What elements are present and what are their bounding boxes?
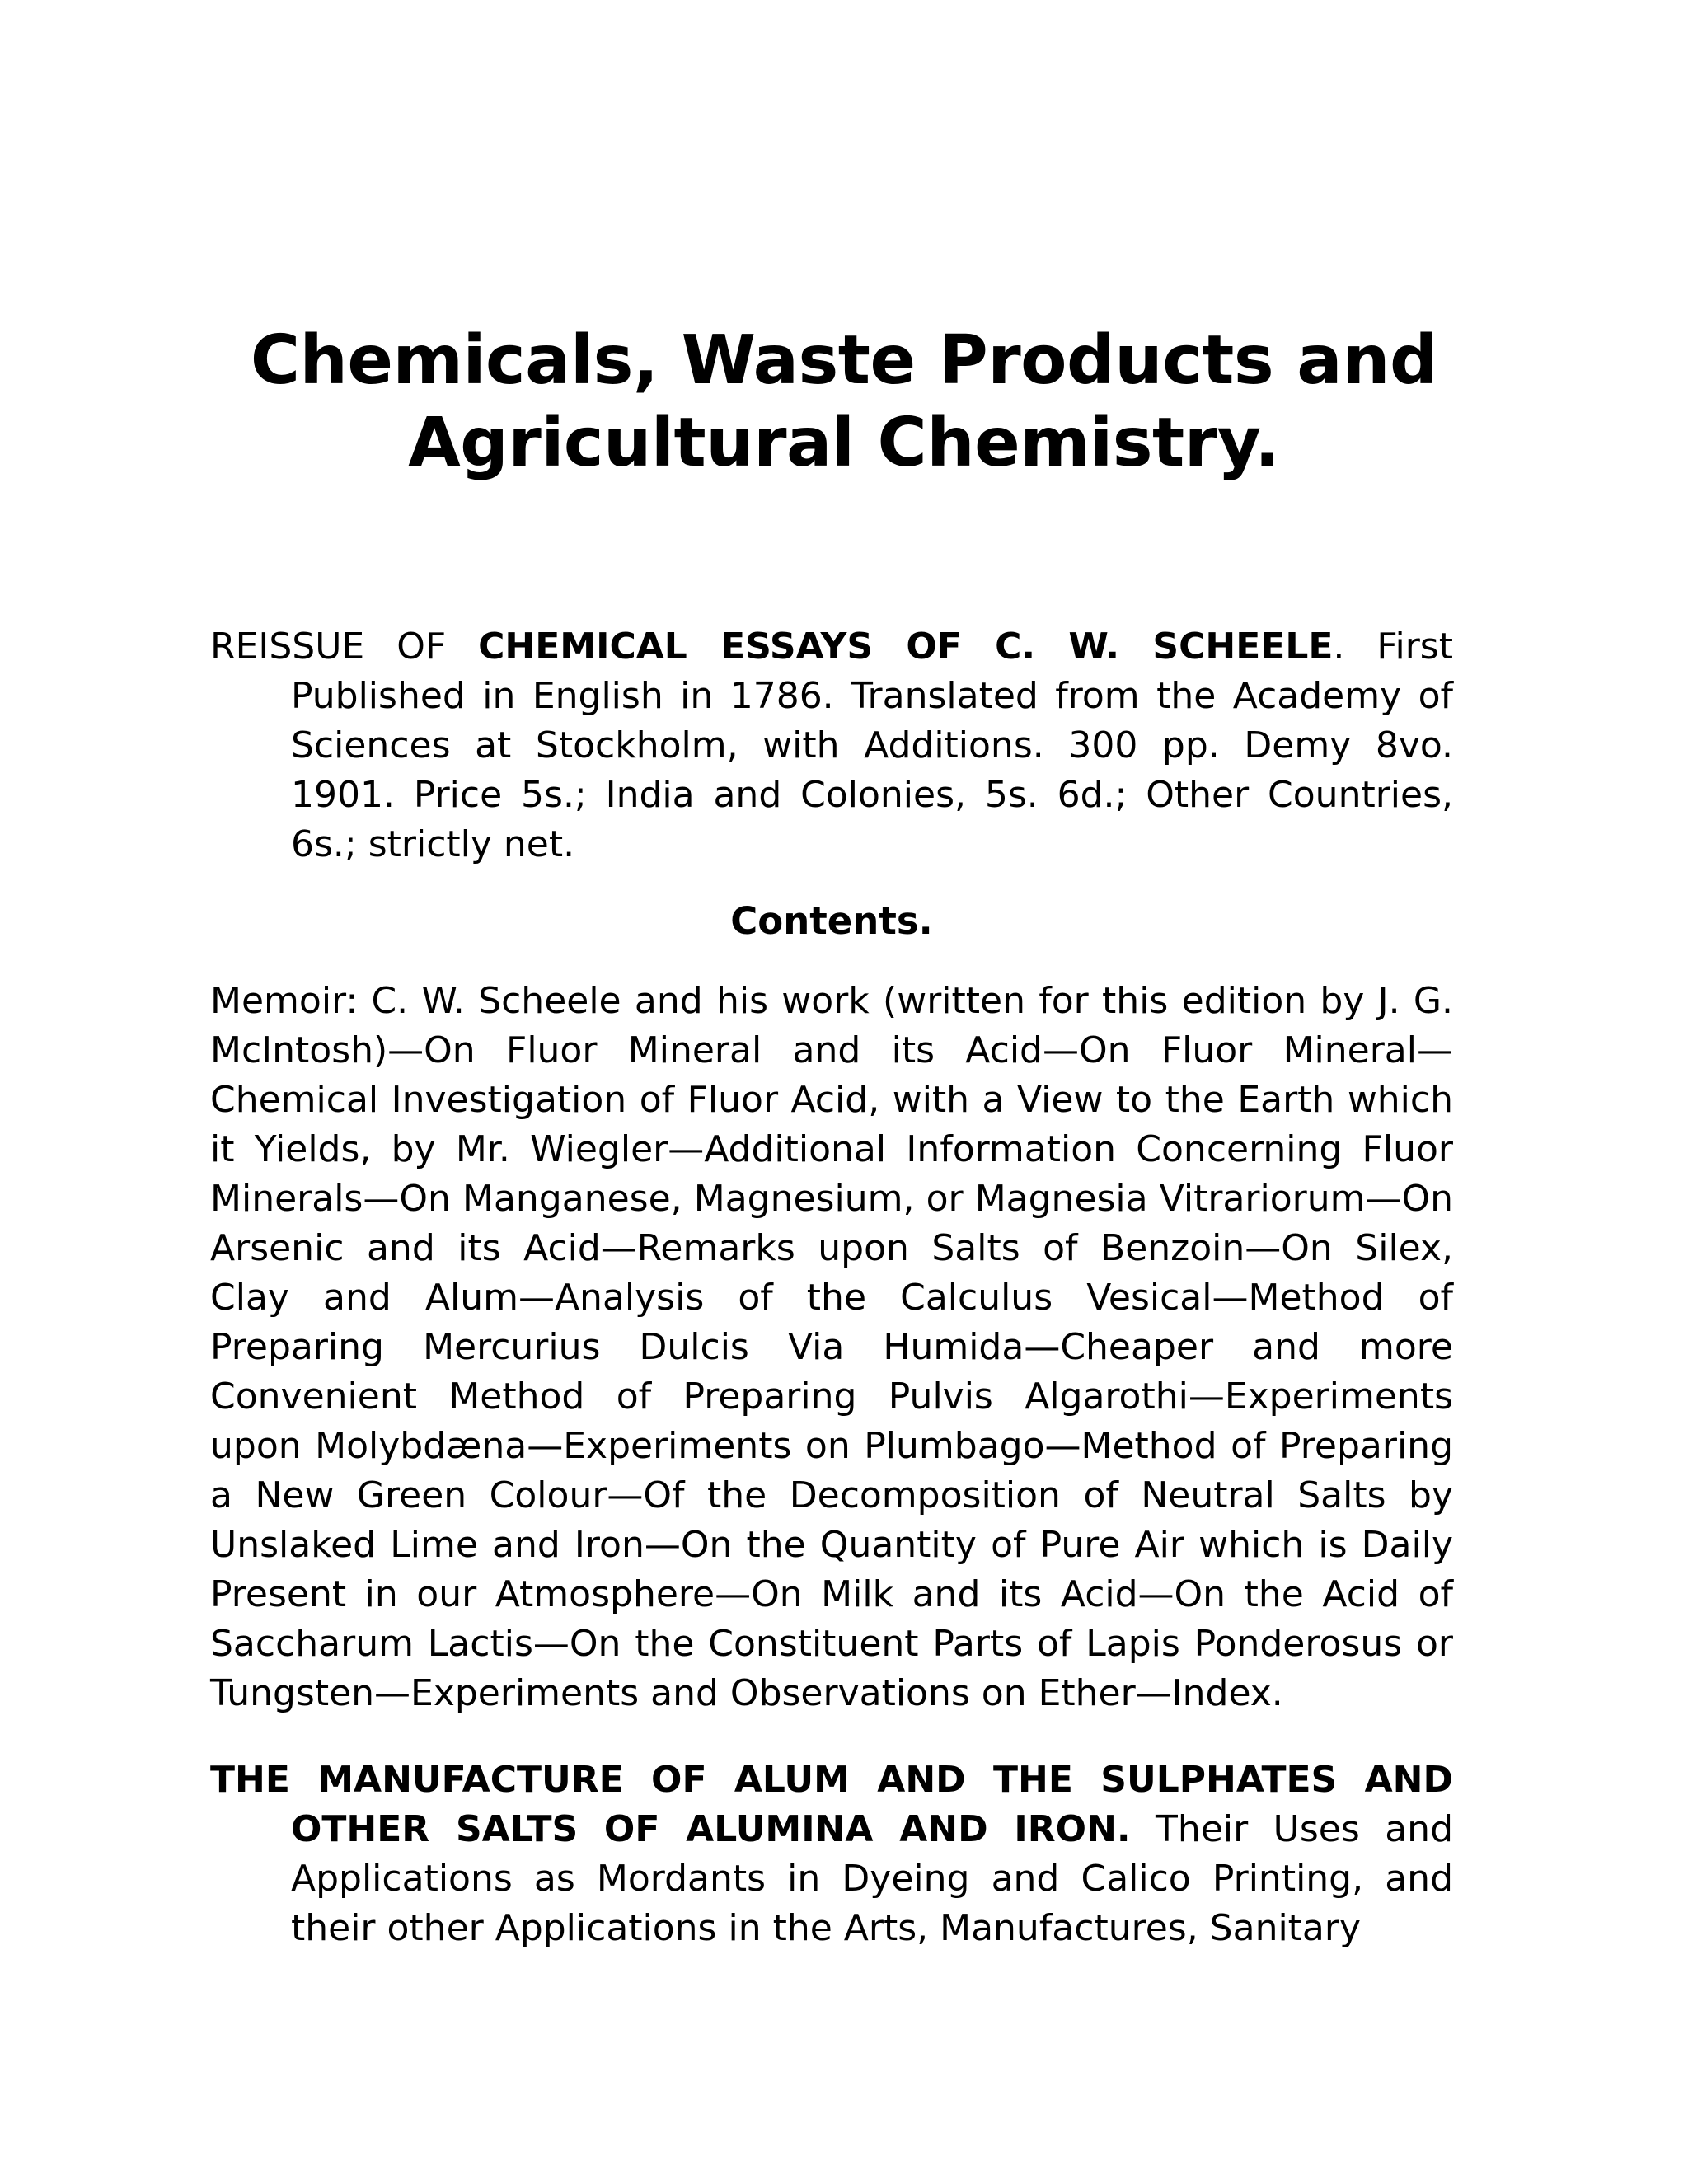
page-title bbox=[210, 320, 1478, 485]
book-entry-description: . First Published in English in 1786. Translated from the Academy of Sciences at Stockholm, with Additions. 300 pp. Demy 8vo. 1901. Price 5s.; India and Colonies, 5s. 6d.; Other Countries, 6s.; strictly net. bbox=[291, 626, 1453, 865]
page-title-line-2: Agricultural Chemistry. bbox=[408, 404, 1280, 482]
page-title-line-1: Chemicals, Waste Products and bbox=[250, 321, 1438, 400]
book-entry-title: THE MANUFACTURE OF ALUM AND THE SULPHATES AND OTHER SALTS OF ALUMINA AND IRON. bbox=[210, 1759, 1453, 1850]
book-entry-description: Their Uses and Applications as Mordants in Dyeing and Calico Printing, and their other Applications in the Arts, Manufactures, Sanitary bbox=[291, 1808, 1453, 1949]
contents-heading: Contents. bbox=[730, 899, 933, 943]
book-entry-alum bbox=[210, 1755, 1453, 1953]
contents-paragraph: Memoir: C. W. Scheele and his work (written for this edition by J. G. McIntosh)—On Fluor Mineral and its Acid—On Fluor Mineral—Chemical Investigation of Fluor Acid, with a View to the Earth which it Yields, by Mr. Wiegler—Additional Information Concerning Fluor Minerals—On Manganese, Magnesium, or Magnesia Vitrariorum—On Arsenic and its Acid—Remarks upon Salts of Benzoin—On Silex, Clay and Alum—Analysis of the Calculus Vesical—Method of Preparing Mercurius Dulcis Via Humida—Cheaper and more Convenient Method of Preparing Pulvis Algarothi—Experiments upon Molybdæna—Experiments on Plumbago—Method of Preparing a New Green Colour—Of the Decomposition of Neutral Salts by Unslaked Lime and Iron—On the Quantity of Pure Air which is Daily Present in our Atmosphere—On Milk and its Acid—On the Acid of Saccharum Lactis—On the Constituent Parts of Lapis Ponderosus or Tungsten—Experiments and Observations on Ether—Index. bbox=[210, 980, 1453, 1714]
book-entry-prefix: REISSUE OF bbox=[210, 626, 479, 668]
book-entry-scheele bbox=[210, 622, 1453, 869]
book-entry-title: CHEMICAL ESSAYS OF C. W. SCHEELE bbox=[478, 626, 1334, 668]
